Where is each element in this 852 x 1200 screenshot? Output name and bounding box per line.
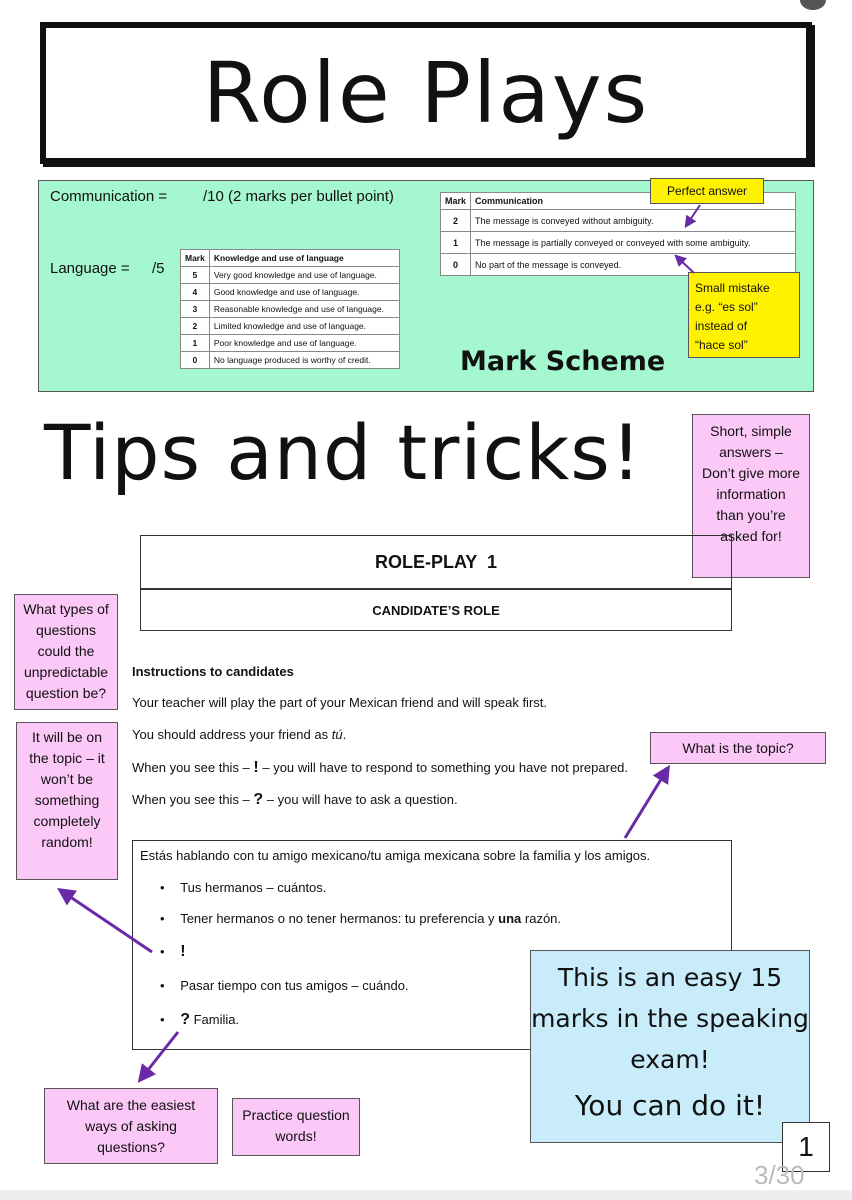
note-line: instead of bbox=[695, 319, 748, 333]
page-number: 1 bbox=[798, 1131, 814, 1162]
note-line: marks in the speaking bbox=[531, 1004, 809, 1033]
list-item-text: Familia. bbox=[189, 1012, 240, 1027]
arrow-to-topic-box bbox=[60, 890, 152, 952]
language-score: /5 bbox=[152, 260, 165, 277]
table-cell: 1 bbox=[181, 335, 210, 352]
page-title: Role Plays bbox=[202, 44, 650, 142]
instruction-text: You should address your friend as bbox=[132, 727, 332, 742]
note-line: exam! bbox=[630, 1045, 710, 1074]
table-cell: 4 bbox=[181, 284, 210, 301]
table-cell: 3 bbox=[181, 301, 210, 318]
list-item-text: Pasar tiempo con tus amigos – cuándo. bbox=[180, 978, 409, 993]
note-line: Small mistake bbox=[695, 281, 770, 295]
table-header: Communication bbox=[471, 193, 796, 210]
instruction-text: When you see this – bbox=[132, 792, 254, 807]
table-cell: Very good knowledge and use of language. bbox=[209, 267, 399, 284]
list-item-emphasis: una bbox=[498, 911, 522, 926]
instructions-heading: Instructions to candidates bbox=[132, 664, 294, 679]
exclamation-symbol: ! bbox=[180, 943, 186, 960]
question-symbol: ? bbox=[180, 1011, 190, 1028]
note-text: What is the topic? bbox=[682, 739, 794, 756]
instruction-line: Your teacher will play the part of your Mexican friend and will speak first. bbox=[132, 695, 547, 710]
table-header: Knowledge and use of language bbox=[209, 250, 399, 267]
bullet-icon: • bbox=[160, 880, 165, 895]
instruction-text: . bbox=[342, 727, 347, 742]
note-line: “hace sol” bbox=[695, 338, 748, 352]
note-text: Short, simple answers – Don’t give more information than you’re asked for! bbox=[701, 423, 801, 544]
arrow-small-mistake bbox=[676, 256, 694, 273]
scenario-text: Estás hablando con tu amigo mexicano/tu amiga mexicana sobre la familia y los amigos. bbox=[140, 848, 651, 863]
bullet-icon: • bbox=[160, 911, 165, 926]
table-header: Mark bbox=[181, 250, 210, 267]
instruction-emphasis: tú bbox=[331, 727, 343, 742]
language-label: Language = bbox=[50, 260, 130, 277]
note-line: e.g. “es sol” bbox=[695, 300, 758, 314]
table-header: Mark bbox=[441, 193, 471, 210]
table-cell: 0 bbox=[441, 254, 471, 276]
table-cell: 2 bbox=[441, 210, 471, 232]
table-cell: Good knowledge and use of language. bbox=[209, 284, 399, 301]
note-line: You can do it! bbox=[574, 1089, 766, 1122]
instruction-text: When you see this – bbox=[132, 760, 254, 775]
table-cell: 0 bbox=[181, 352, 210, 369]
table-cell: The message is partially conveyed or conveyed with some ambiguity. bbox=[471, 232, 796, 254]
bullet-icon: • bbox=[160, 1012, 165, 1027]
note-line: This is an easy 15 bbox=[557, 963, 783, 992]
note-text: It will be on the topic – it won’t be something completely random! bbox=[29, 729, 105, 850]
bullet-icon: • bbox=[160, 944, 165, 959]
bullet-icon: • bbox=[160, 978, 165, 993]
instruction-text: – you will have to respond to something you have not prepared. bbox=[258, 760, 629, 775]
note-text: What are the easiest ways of asking questions? bbox=[66, 1097, 196, 1155]
instruction-text: – you will have to ask a question. bbox=[263, 792, 458, 807]
table-cell: Poor knowledge and use of language. bbox=[209, 335, 399, 352]
mark-scheme-label: Mark Scheme bbox=[460, 346, 666, 377]
table-cell: No language produced is worthy of credit. bbox=[209, 352, 399, 369]
note-text: Perfect answer bbox=[666, 184, 748, 198]
table-cell: Reasonable knowledge and use of language. bbox=[209, 301, 399, 318]
list-item-text: Tus hermanos – cuántos. bbox=[180, 880, 327, 895]
table-cell: 1 bbox=[441, 232, 471, 254]
communication-label: Communication = bbox=[50, 188, 168, 205]
tips-heading: Tips and tricks! bbox=[44, 408, 643, 497]
page-counter: 3/30 bbox=[754, 1160, 805, 1190]
arrow-perfect-answer bbox=[686, 205, 700, 226]
table-cell: 5 bbox=[181, 267, 210, 284]
arrow-topic-note bbox=[625, 768, 668, 838]
note-text: Practice question words! bbox=[242, 1107, 350, 1144]
list-item-text: Tener hermanos o no tener hermanos: tu preferencia y bbox=[180, 911, 499, 926]
communication-score: /10 (2 marks per bullet point) bbox=[203, 188, 394, 205]
note-text: What types of questions could the unpredictable question be? bbox=[23, 601, 109, 701]
table-cell: No part of the message is conveyed. bbox=[471, 254, 796, 276]
candidate-role-label: CANDIDATE’S ROLE bbox=[372, 602, 500, 618]
table-cell: Limited knowledge and use of language. bbox=[209, 318, 399, 335]
table-cell: The message is conveyed without ambiguity. bbox=[471, 210, 796, 232]
question-symbol: ? bbox=[253, 791, 264, 808]
list-item-text: razón. bbox=[521, 911, 562, 926]
arrow-to-easiest-ways bbox=[140, 1032, 178, 1080]
role-play-title: ROLE-PLAY 1 bbox=[374, 551, 498, 572]
exclamation-symbol: ! bbox=[253, 759, 259, 776]
table-cell: 2 bbox=[181, 318, 210, 335]
